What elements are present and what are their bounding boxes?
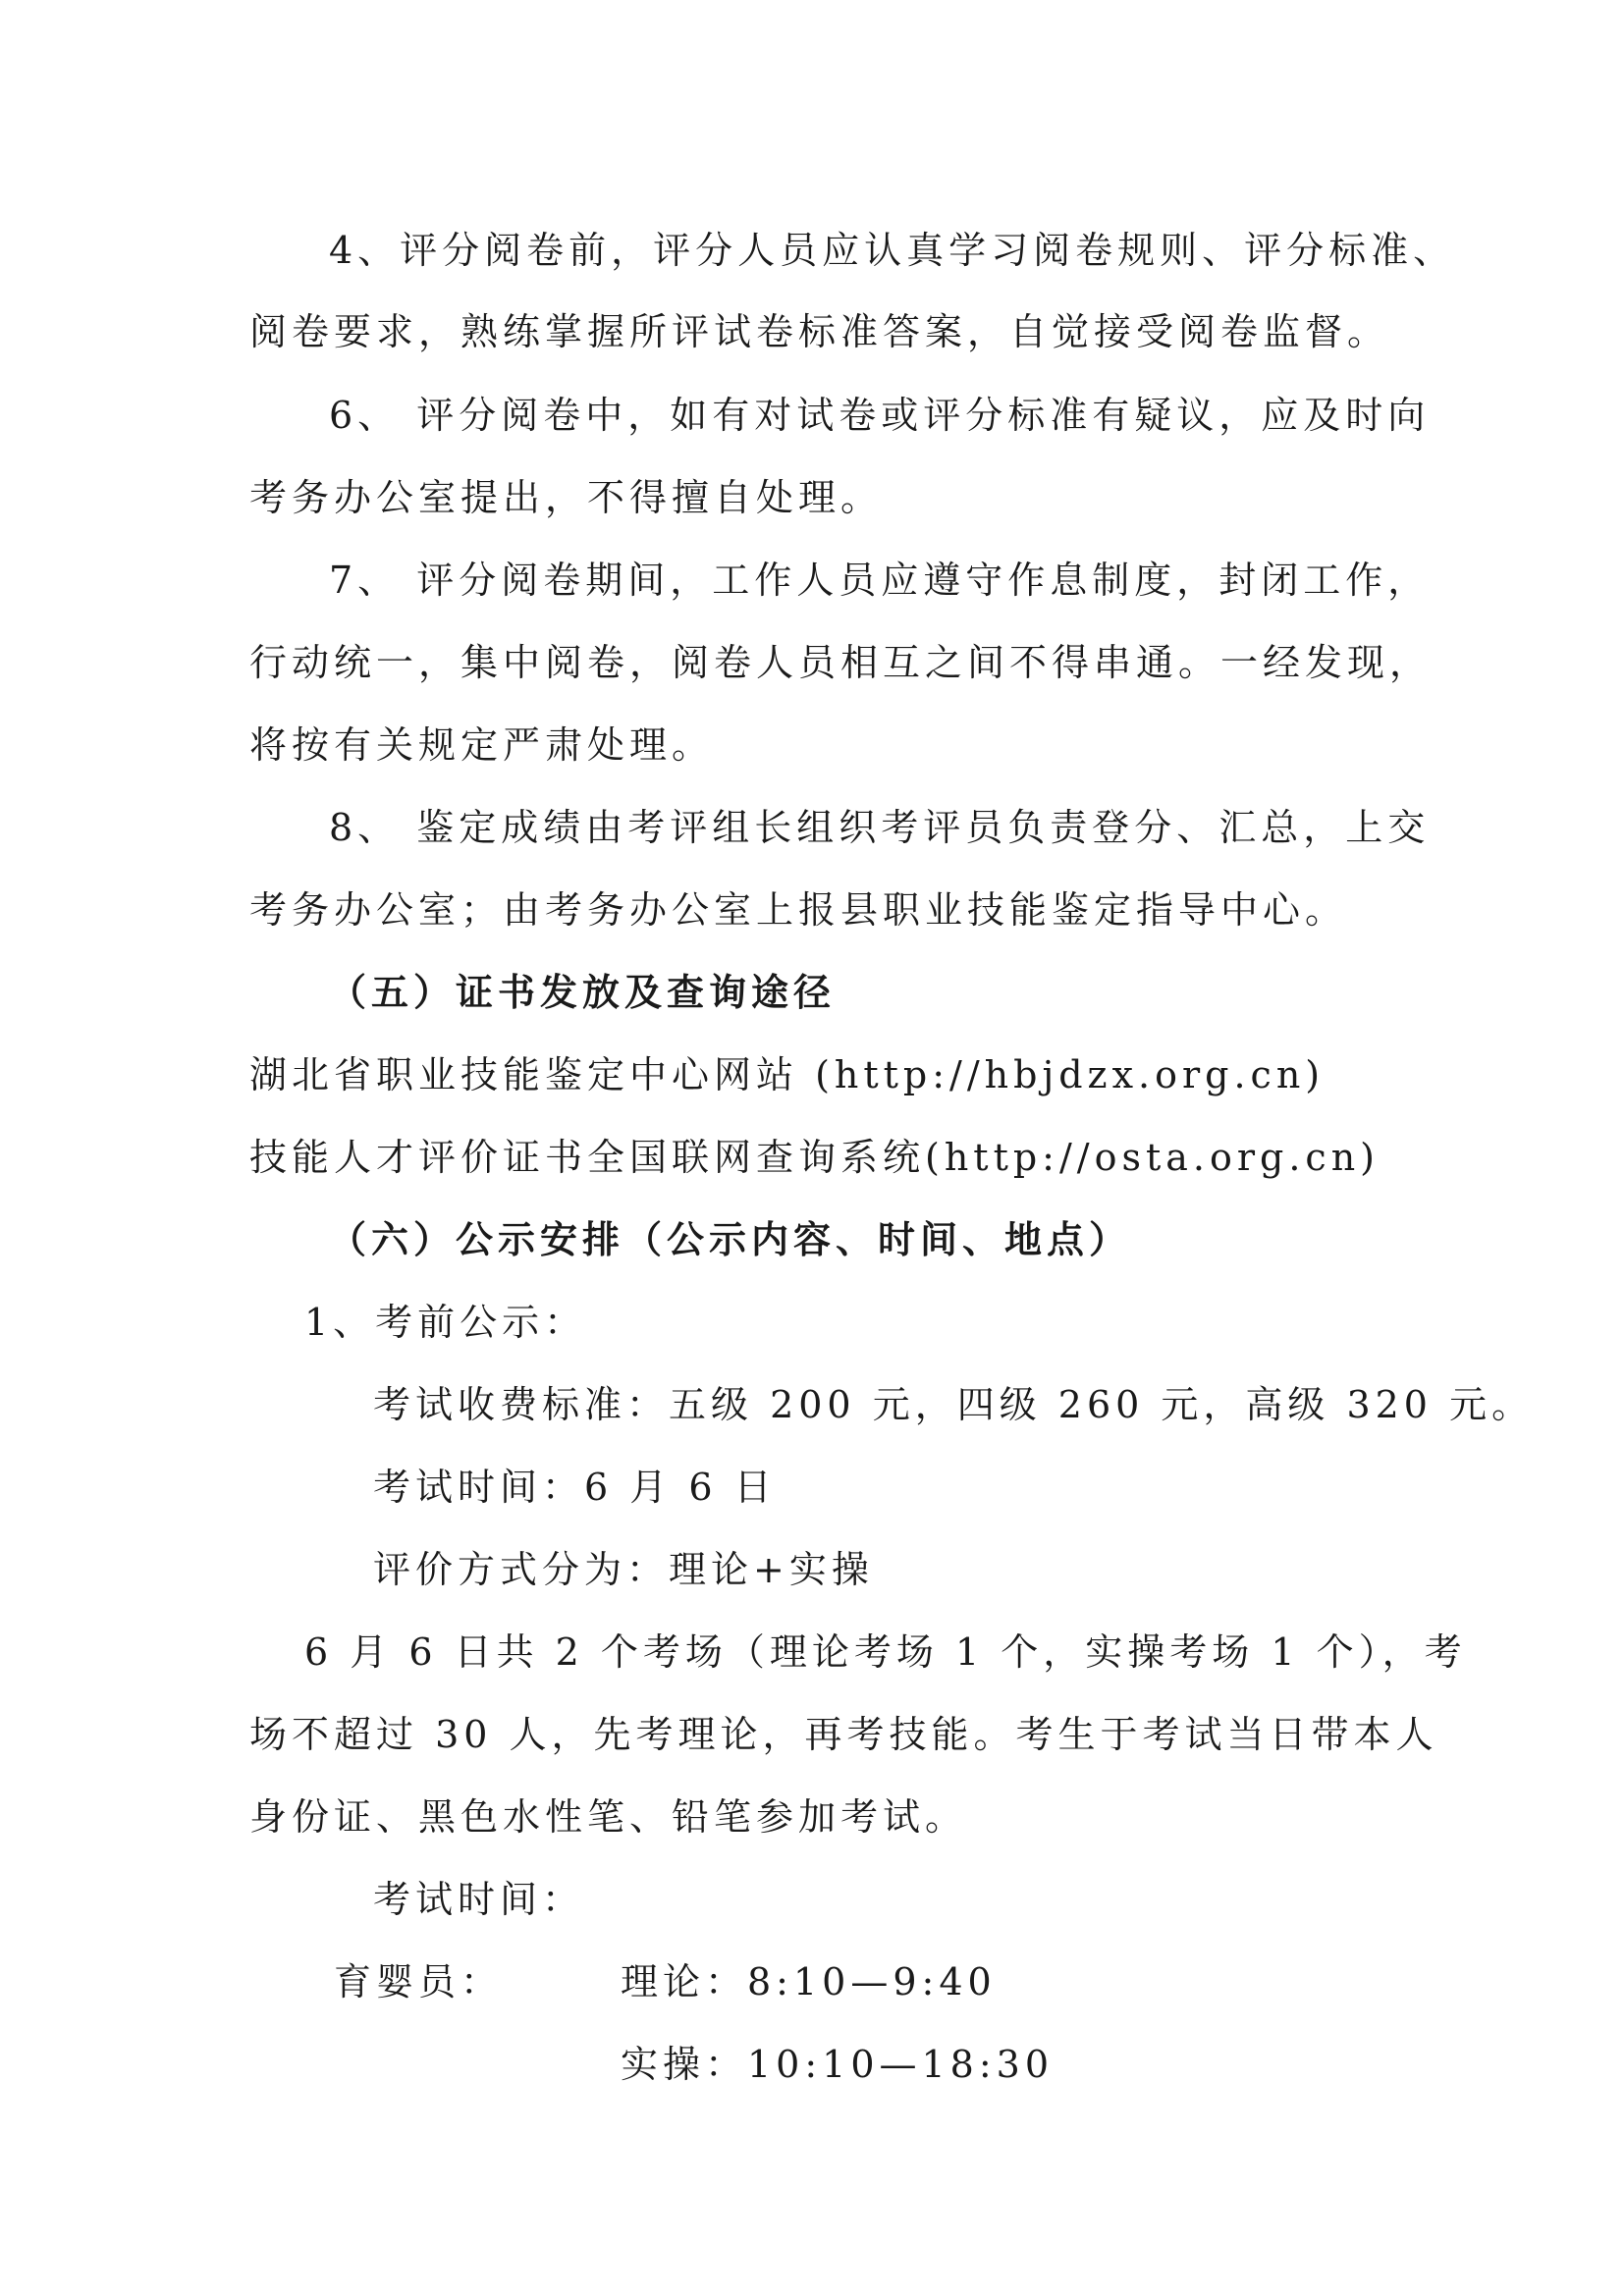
section5-link-osta[interactable]: 技能人才评价证书全国联网查询系统(http://osta.org.cn): [249, 1136, 1380, 1179]
item6-line1: 6、 评分阅卷中，如有对试卷或评分标准有疑议，应及时向: [329, 394, 1431, 437]
schedule-theory: 理论：8:10—9:40: [621, 1960, 997, 2003]
fee-standard: 考试收费标准：五级 200 元，四级 260 元，高级 320 元。: [373, 1383, 1535, 1426]
item7-line1: 7、 评分阅卷期间，工作人员应遵守作息制度，封闭工作，: [329, 559, 1431, 602]
item6-line2: 考务办公室提出，不得擅自处理。: [249, 476, 884, 519]
venue-line3: 身份证、黑色水性笔、铅笔参加考试。: [249, 1795, 968, 1839]
item8-line1: 8、 鉴定成绩由考评组长组织考评员负责登分、汇总，上交: [329, 806, 1431, 849]
venue-line2: 场不超过 30 人，先考理论，再考技能。考生于考试当日带本人: [249, 1713, 1438, 1756]
schedule-role: 育婴员：: [334, 1960, 504, 2003]
item4-line2: 阅卷要求，熟练掌握所评试卷标准答案，自觉接受阅卷监督。: [249, 310, 1390, 353]
pre-exam-title: 1、考前公示：: [304, 1301, 587, 1344]
section5-link-hbjdzx[interactable]: 湖北省职业技能鉴定中心网站 (http://hbjdzx.org.cn): [249, 1053, 1326, 1096]
schedule-title: 考试时间：: [373, 1878, 585, 1921]
schedule-practice: 实操：10:10—18:30: [621, 2043, 1055, 2086]
section6-heading: （六）公示安排（公示内容、时间、地点）: [329, 1217, 1132, 1261]
item7-line3: 将按有关规定严肃处理。: [249, 723, 715, 767]
section5-heading: （五）证书发放及查询途径: [329, 970, 837, 1014]
item7-line2: 行动统一，集中阅卷，阅卷人员相互之间不得串通。一经发现，: [249, 641, 1433, 684]
exam-date: 考试时间：6 月 6 日: [373, 1466, 777, 1509]
evaluation-method: 评价方式分为：理论+实操: [373, 1548, 874, 1591]
item4-line1: 4、评分阅卷前，评分人员应认真学习阅卷规则、评分标准、: [329, 229, 1456, 272]
item8-line2: 考务办公室；由考务办公室上报县职业技能鉴定指导中心。: [249, 888, 1348, 932]
venue-line1: 6 月 6 日共 2 个考场（理论考场 1 个，实操考场 1 个），考: [304, 1630, 1467, 1674]
